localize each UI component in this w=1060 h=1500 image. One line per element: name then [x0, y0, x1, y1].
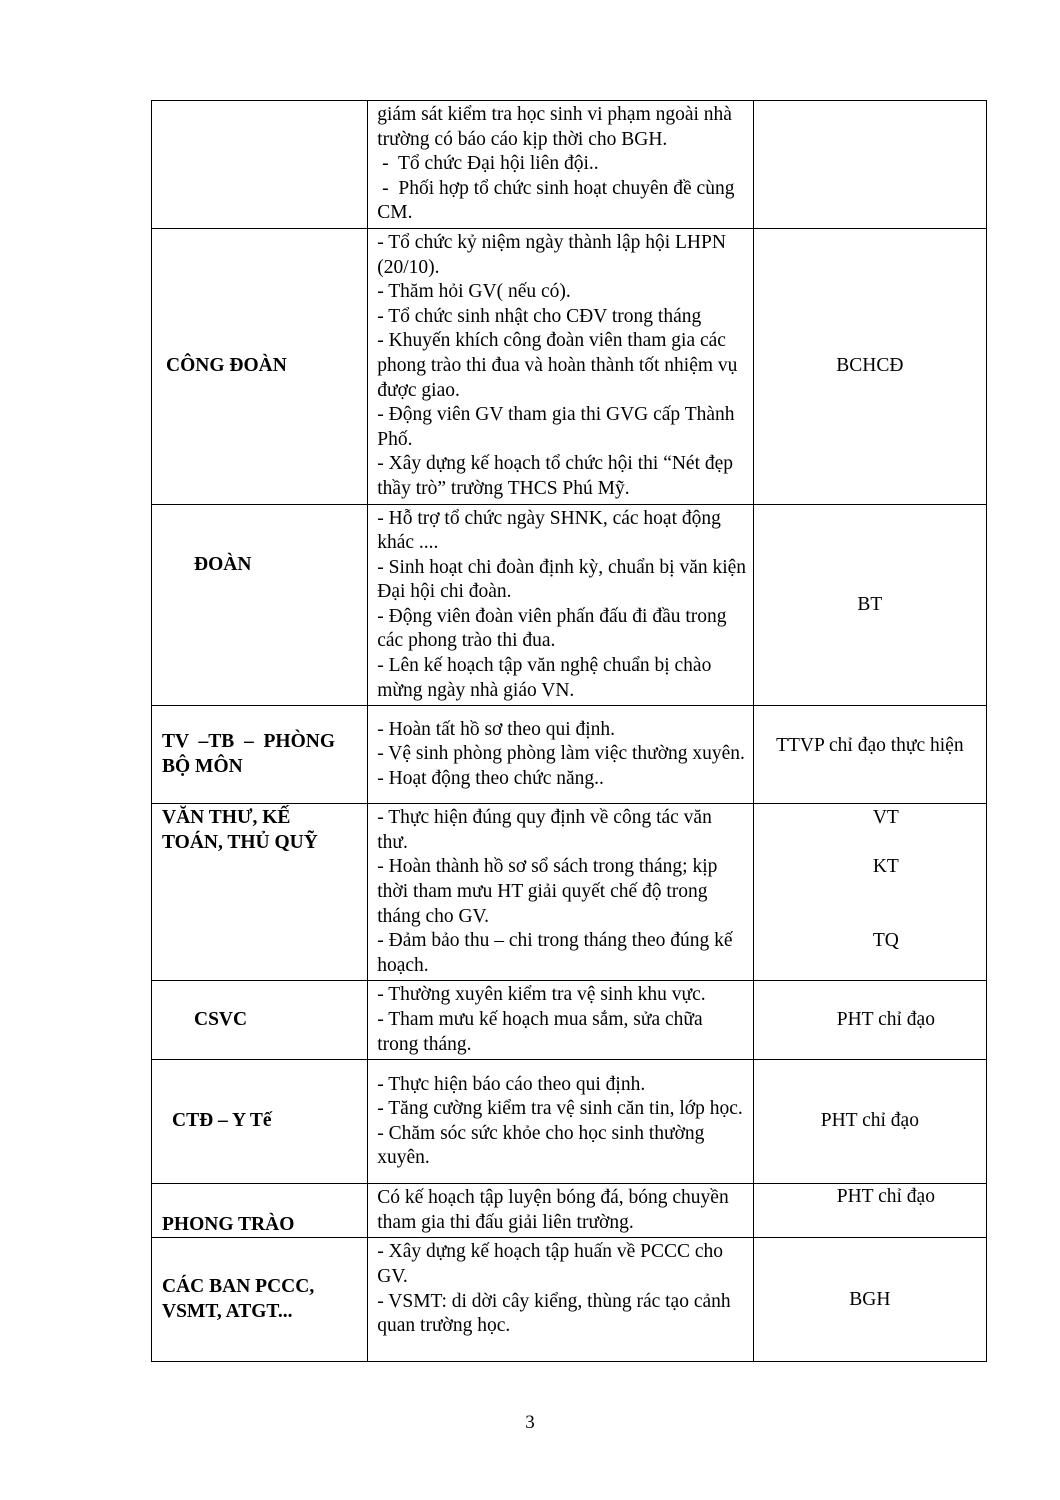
unit-name: CÔNG ĐOÀN: [166, 354, 287, 376]
task-item: - Tổ chức Đại hội liên đội..: [377, 153, 599, 175]
task-cell: [368, 804, 753, 981]
responsible-cell: [753, 228, 986, 504]
responsible-name: VT: [872, 807, 899, 829]
responsible-name: TTVP chỉ đạo thực hiện: [776, 735, 964, 757]
responsible-cell: [753, 804, 986, 981]
task-item: - Xây dựng kế hoạch tổ chức hội thi “Nét đẹp thầy trò” trường THCS Phú Mỹ.: [377, 453, 734, 499]
task-item: - Tăng cường kiểm tra vệ sinh căn tin, lớp học.: [377, 1098, 743, 1120]
responsible-cell: [753, 706, 986, 804]
task-item: - Phối hợp tổ chức sinh hoạt chuyên đề cùng CM.: [377, 177, 740, 224]
unit-cell: [152, 1238, 368, 1362]
work-plan-table: [151, 100, 987, 1362]
unit-name-line: TOÁN, THỦ QUỸ: [162, 831, 318, 853]
unit-cell: [152, 1060, 368, 1184]
table-row: [152, 804, 987, 981]
task-item: Có kế hoạch tập luyện bóng đá, bóng chuyền tham gia thi đấu giải liên trường.: [377, 1187, 729, 1233]
unit-cell: [152, 101, 368, 229]
unit-cell: [152, 981, 368, 1060]
unit-name: ĐOÀN: [194, 553, 252, 575]
responsible-cell: [753, 101, 986, 229]
responsible-name: PHT chỉ đạo: [836, 1009, 935, 1030]
unit-name-line: BỘ MÔN: [162, 755, 243, 777]
task-item: - Tham mưu kế hoạch mua sắm, sửa chữa trong tháng.: [377, 1009, 703, 1055]
task-item: - Xây dựng kế hoạch tập huấn về PCCC cho GV.: [377, 1241, 724, 1287]
task-cell: [368, 1060, 753, 1184]
unit-name-line: TV –TB – PHÒNG: [162, 731, 335, 753]
task-item: - Tổ chức sinh nhật cho CĐV trong tháng: [377, 305, 702, 327]
task-cell: [368, 101, 753, 229]
task-item: - Thực hiện báo cáo theo qui định.: [377, 1073, 646, 1095]
table-row: [152, 504, 987, 706]
table-row: [152, 1238, 987, 1362]
unit-name: PHONG TRÀO: [162, 1213, 295, 1235]
task-cell: [368, 228, 753, 504]
task-cell: [368, 1238, 753, 1362]
table-row: [152, 706, 987, 804]
task-item: - VSMT: di dời cây kiểng, thùng rác tạo cảnh quan trường học.: [377, 1290, 731, 1337]
table-row: [152, 981, 987, 1060]
task-item: - Lên kế hoạch tập văn nghệ chuẩn bị chào mừng ngày nhà giáo VN.: [377, 655, 712, 701]
responsible-name: BCHCĐ: [836, 354, 904, 376]
task-cell: [368, 1184, 753, 1238]
task-item: - Tổ chức kỷ niệm ngày thành lập hội LHPN (20/10).: [377, 231, 726, 278]
table-row: [152, 1184, 987, 1238]
page-number: 3: [525, 1412, 535, 1433]
responsible-name: KT: [872, 856, 899, 878]
unit-name-line: VSMT, ATGT...: [162, 1300, 293, 1322]
responsible-cell: [753, 504, 986, 706]
responsible-name: BGH: [849, 1288, 891, 1310]
task-cell: [368, 706, 753, 804]
responsible-name: TQ: [872, 930, 899, 952]
unit-cell: [152, 1184, 368, 1238]
unit-cell: [152, 706, 368, 804]
task-item: - Thực hiện đúng quy định về công tác văn thư.: [377, 807, 712, 853]
task-cell: [368, 981, 753, 1060]
task-item: - Thăm hỏi GV( nếu có).: [377, 281, 571, 303]
task-item: - Hoạt động theo chức năng..: [377, 768, 604, 790]
task-cell: [368, 504, 753, 706]
unit-name-line: VĂN THƯ, KẾ: [162, 807, 291, 829]
unit-name: CTĐ – Y Tế: [172, 1110, 272, 1132]
responsible-cell: [753, 1238, 986, 1362]
task-item: - Vệ sinh phòng phòng làm việc thường xuyên.: [377, 743, 745, 765]
task-item: - Thường xuyên kiểm tra vệ sinh khu vực.: [377, 984, 706, 1006]
responsible-cell: [753, 1060, 986, 1184]
task-item: - Sinh hoạt chi đoàn định kỳ, chuẩn bị văn kiện Đại hội chi đoàn.: [377, 556, 747, 603]
responsible-cell: [753, 1184, 986, 1238]
unit-cell: [152, 804, 368, 981]
unit-name: CSVC: [194, 1009, 248, 1030]
task-item: - Chăm sóc sức khỏe cho học sinh thường xuyên.: [377, 1122, 705, 1169]
task-item: - Hoàn thành hồ sơ sổ sách trong tháng; kịp thời tham mưu HT giải quyết chế độ trong tháng cho GV.: [377, 856, 718, 927]
responsible-name: PHT chỉ đạo: [836, 1186, 935, 1208]
task-item: - Khuyến khích công đoàn viên tham gia các phong trào thi đua và hoàn thành tốt nhiệm vụ được giao.: [377, 330, 738, 401]
responsible-cell: [753, 981, 986, 1060]
task-item: - Động viên đoàn viên phấn đấu đi đầu trong các phong trào thi đua.: [377, 605, 727, 652]
responsible-name: PHT chỉ đạo: [820, 1110, 919, 1132]
table-row: [152, 101, 987, 229]
responsible-name: BT: [857, 593, 883, 615]
task-item: - Hỗ trợ tổ chức ngày SHNK, các hoạt động khác ....: [377, 507, 721, 554]
task-item: - Động viên GV tham gia thi GVG cấp Thành Phố.: [377, 404, 735, 450]
unit-cell: [152, 228, 368, 504]
unit-name-line: CÁC BAN PCCC,: [162, 1276, 315, 1298]
task-item: - Đảm bảo thu – chi trong tháng theo đúng kế hoạch.: [377, 930, 733, 976]
table-row: [152, 1060, 987, 1184]
task-item: giám sát kiểm tra học sinh vi phạm ngoài nhà trường có báo cáo kịp thời cho BGH.: [377, 104, 732, 150]
unit-cell: [152, 504, 368, 706]
task-item: - Hoàn tất hồ sơ theo qui định.: [377, 718, 616, 740]
table-row: [152, 228, 987, 504]
